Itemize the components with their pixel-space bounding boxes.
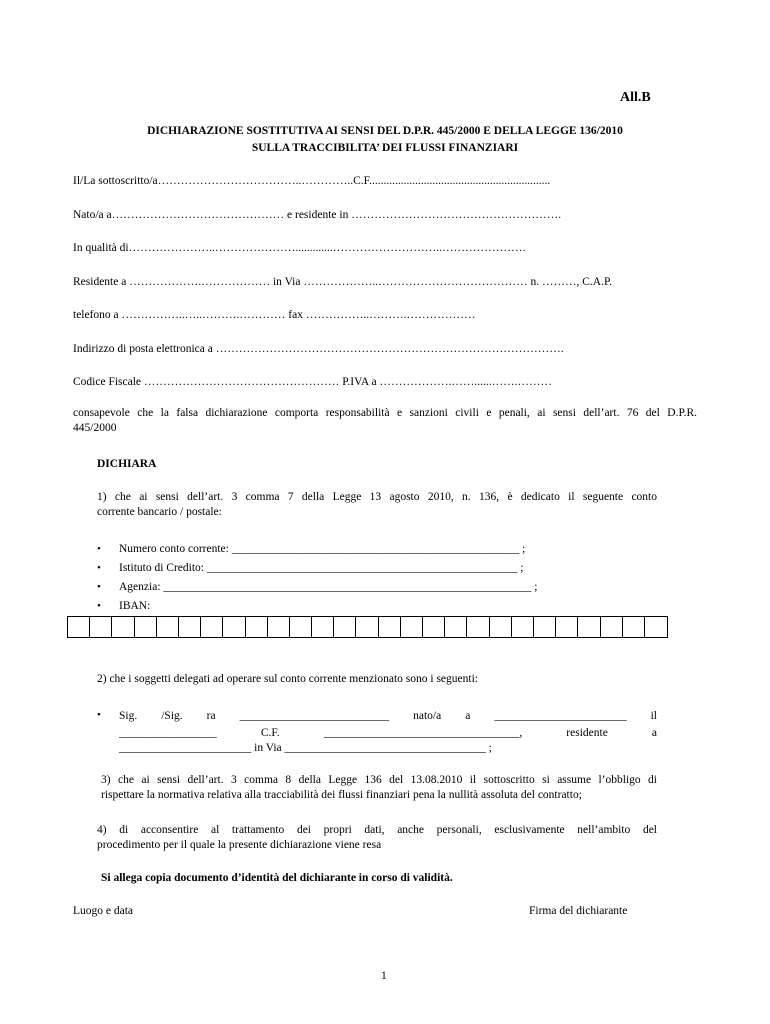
iban-cell[interactable] bbox=[179, 617, 201, 637]
field-codice-fiscale-piva: Codice Fiscale …………………………………………… P.IVA a ……………….……......…….……… bbox=[73, 376, 552, 388]
iban-cell[interactable] bbox=[645, 617, 667, 637]
bullet-icon: • bbox=[97, 709, 101, 721]
iban-cell[interactable] bbox=[268, 617, 290, 637]
iban-cell[interactable] bbox=[290, 617, 312, 637]
luogo-data-label: Luogo e data bbox=[73, 905, 134, 917]
field-residente: Residente a ……………….……………… in Via ………………..………………………………… n. ………, C.A.P. bbox=[73, 276, 612, 288]
allegato-label: All.B bbox=[620, 90, 651, 105]
iban-cell[interactable] bbox=[445, 617, 467, 637]
iban-cell[interactable] bbox=[246, 617, 268, 637]
iban-cell[interactable] bbox=[534, 617, 556, 637]
iban-cell[interactable] bbox=[512, 617, 534, 637]
field-telefono-fax: telefono a ……………..…..……….………… fax ……………..……….……………… bbox=[73, 309, 476, 321]
iban-cell[interactable] bbox=[601, 617, 623, 637]
consapevole-line2: 445/2000 bbox=[73, 422, 117, 434]
delegate-line1: Sig. /Sig. ra __________________________ nato/a a _______________________ il bbox=[119, 710, 657, 722]
allega-note: Si allega copia documento d’identità del dichiarante in corso di validità. bbox=[101, 872, 453, 884]
bank-field-istituto: Istituto di Credito: ______________________________________________________ ; bbox=[119, 562, 524, 574]
page-number: 1 bbox=[381, 970, 387, 982]
bullet-icon: • bbox=[97, 543, 101, 555]
field-sottoscritto: Il/La sottoscritto/a………………………………..…………..C.F............................................................... bbox=[73, 175, 551, 187]
iban-grid[interactable] bbox=[67, 616, 668, 638]
iban-cell[interactable] bbox=[623, 617, 645, 637]
consapevole-line1: consapevole che la falsa dichiarazione comporta responsabilità e sanzioni civili e penali, ai sensi dell’art. 76 del D.P.R. bbox=[73, 407, 697, 419]
iban-cell[interactable] bbox=[356, 617, 378, 637]
document-title-line1: DICHIARAZIONE SOSTITUTIVA AI SENSI DEL D.P.R. 445/2000 E DELLA LEGGE 136/2010 bbox=[147, 125, 623, 137]
bank-field-agenzia: Agenzia: ________________________________________________________________ ; bbox=[119, 581, 538, 593]
field-qualita: In qualità di…………………..………………….............………………………..…………………. bbox=[73, 242, 526, 254]
iban-cell[interactable] bbox=[556, 617, 578, 637]
iban-cell[interactable] bbox=[578, 617, 600, 637]
iban-cell[interactable] bbox=[135, 617, 157, 637]
dichiara-heading: DICHIARA bbox=[97, 458, 157, 470]
iban-cell[interactable] bbox=[467, 617, 489, 637]
point3-line2: rispettare la normativa relativa alla tracciabilità dei flussi finanziari pena la nullità assoluta del contratto; bbox=[101, 789, 582, 801]
field-email: Indirizzo di posta elettronica a ………………………………………………………………………………. bbox=[73, 343, 564, 355]
bullet-icon: • bbox=[97, 600, 101, 612]
iban-cell[interactable] bbox=[90, 617, 112, 637]
bullet-icon: • bbox=[97, 581, 101, 593]
iban-cell[interactable] bbox=[401, 617, 423, 637]
delegate-line2: _________________ C.F. __________________________________, residente a bbox=[119, 727, 657, 739]
point3-line1: 3) che ai sensi dell’art. 3 comma 8 della Legge 136 del 13.08.2010 il sottoscritto si assume l’obbligo di bbox=[101, 774, 657, 786]
bank-field-iban: IBAN: bbox=[119, 600, 151, 612]
iban-cell[interactable] bbox=[334, 617, 356, 637]
iban-cell[interactable] bbox=[312, 617, 334, 637]
iban-cell[interactable] bbox=[68, 617, 90, 637]
field-nato-residente: Nato/a a……………………………………… e residente in ………………………………………………. bbox=[73, 209, 562, 221]
firma-label: Firma del dichiarante bbox=[529, 905, 628, 917]
iban-cell[interactable] bbox=[223, 617, 245, 637]
iban-cell[interactable] bbox=[379, 617, 401, 637]
document-title-line2: SULLA TRACCIBILITA’ DEI FLUSSI FINANZIARI bbox=[251, 142, 519, 154]
iban-cell[interactable] bbox=[157, 617, 179, 637]
iban-cell[interactable] bbox=[112, 617, 134, 637]
point1-line1: 1) che ai sensi dell’art. 3 comma 7 della Legge 13 agosto 2010, n. 136, è dedicato il seguente conto bbox=[97, 491, 657, 503]
iban-cell[interactable] bbox=[201, 617, 223, 637]
point4-line1: 4) di acconsentire al trattamento dei propri dati, anche personali, esclusivamente nell’ambito del bbox=[97, 824, 657, 836]
bullet-icon: • bbox=[97, 562, 101, 574]
iban-cell[interactable] bbox=[490, 617, 512, 637]
delegate-line3: _______________________ in Via ___________________________________ ; bbox=[119, 742, 492, 754]
point2-text: 2) che i soggetti delegati ad operare sul conto corrente menzionato sono i seguenti: bbox=[97, 673, 478, 685]
point1-line2: corrente bancario / postale: bbox=[97, 506, 222, 518]
iban-cell[interactable] bbox=[423, 617, 445, 637]
bank-field-conto: Numero conto corrente: __________________________________________________ ; bbox=[119, 543, 526, 555]
point4-line2: procedimento per il quale la presente dichiarazione viene resa bbox=[97, 839, 382, 851]
